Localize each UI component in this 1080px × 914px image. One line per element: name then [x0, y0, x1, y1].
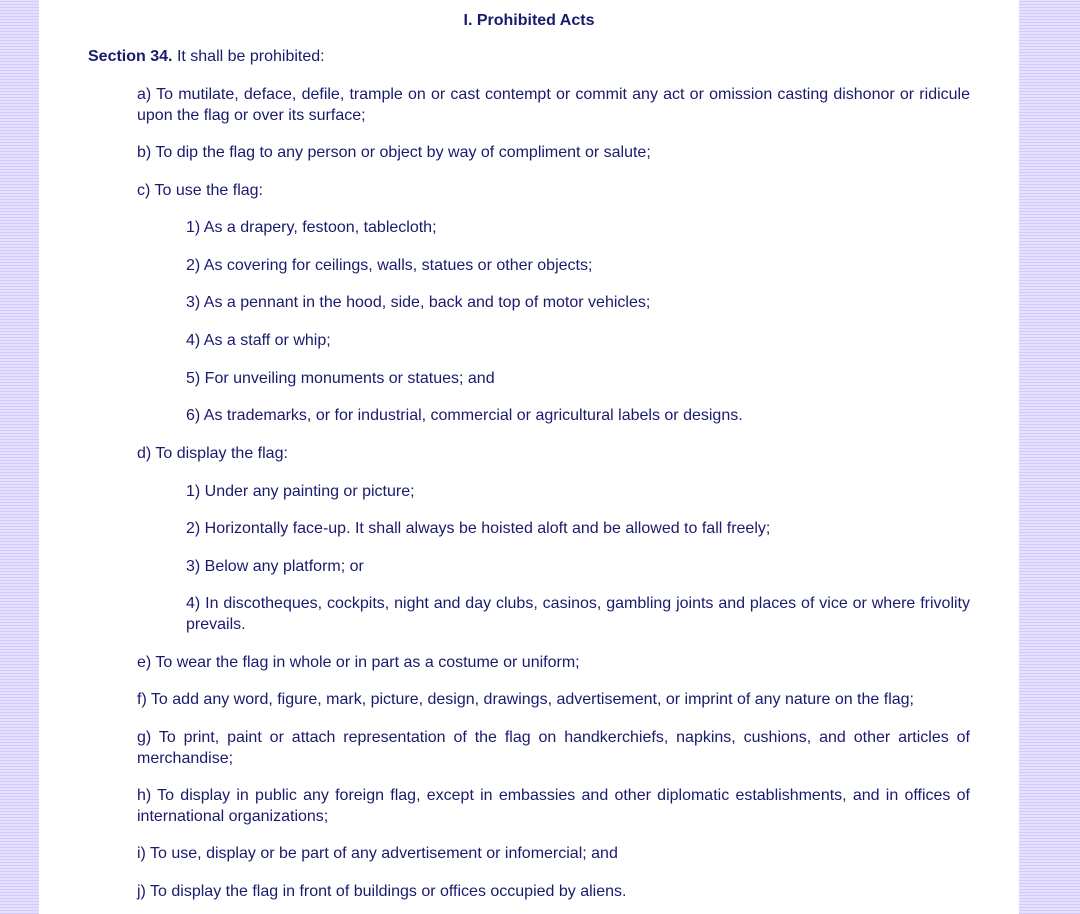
item-g: g) To print, paint or attach representation of the flag on handkerchiefs, napkins, cushions, and other articles of merchandise;	[137, 729, 970, 767]
item-d-sub-1: 1) Under any painting or picture;	[186, 483, 415, 500]
document-page	[39, 0, 1019, 914]
item-d: d) To display the flag:	[137, 445, 288, 462]
item-d-sub-3: 3) Below any platform; or	[186, 558, 364, 575]
section-label: Section 34.	[88, 48, 173, 65]
item-a: a) To mutilate, deface, defile, trample on or cast contempt or commit any act or omission casting dishonor or ridicule upon the flag or over its surface;	[137, 86, 970, 124]
section-intro: It shall be prohibited:	[176, 48, 325, 65]
item-d-sub-4: 4) In discotheques, cockpits, night and day clubs, casinos, gambling joints and places of vice or where frivolity prevails.	[186, 595, 970, 633]
item-h: h) To display in public any foreign flag, except in embassies and other diplomatic establishments, and in offices of international organizations;	[137, 787, 970, 825]
item-c-sub-4: 4) As a staff or whip;	[186, 332, 331, 349]
item-c-sub-3: 3) As a pennant in the hood, side, back and top of motor vehicles;	[186, 294, 651, 311]
item-j: j) To display the flag in front of buildings or offices occupied by aliens.	[137, 883, 627, 900]
item-c-sub-2: 2) As covering for ceilings, walls, statues or other objects;	[186, 257, 593, 274]
item-d-sub-2: 2) Horizontally face-up. It shall always be hoisted aloft and be allowed to fall freely;	[186, 520, 771, 537]
item-c-sub-5: 5) For unveiling monuments or statues; and	[186, 370, 495, 387]
item-f: f) To add any word, figure, mark, picture, design, drawings, advertisement, or imprint of any nature on the flag;	[137, 691, 914, 708]
item-b: b) To dip the flag to any person or object by way of compliment or salute;	[137, 144, 651, 161]
item-i: i) To use, display or be part of any advertisement or infomercial; and	[137, 845, 618, 862]
item-c-sub-6: 6) As trademarks, or for industrial, commercial or agricultural labels or designs.	[186, 407, 743, 424]
page-title: I. Prohibited Acts	[463, 12, 595, 29]
item-c: c) To use the flag:	[137, 182, 263, 199]
item-c-sub-1: 1) As a drapery, festoon, tablecloth;	[186, 219, 437, 236]
section-header	[88, 47, 325, 68]
item-e: e) To wear the flag in whole or in part as a costume or uniform;	[137, 654, 580, 671]
